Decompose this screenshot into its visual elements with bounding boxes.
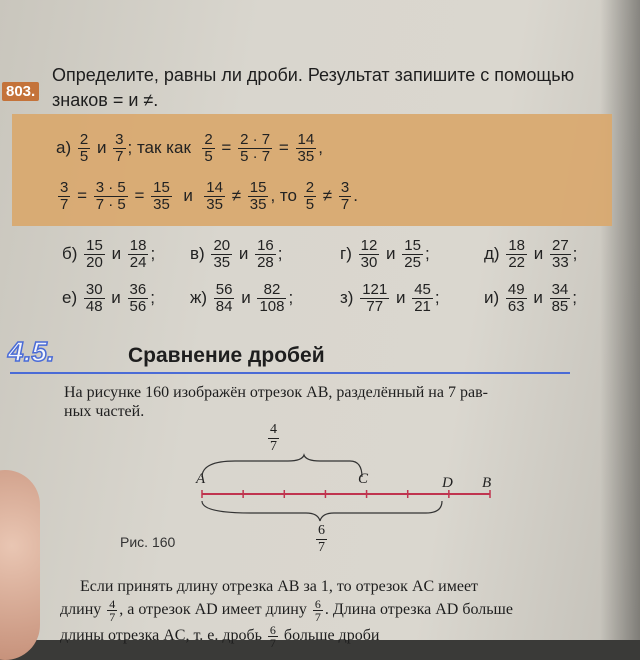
- exercise-item: з) $\frac{121}{77}$ и $\frac{45}{21}$ ;: [340, 281, 440, 315]
- fraction: $\frac{15}{35}$: [249, 179, 267, 213]
- exercise-item: и) $\frac{49}{63}$ и $\frac{34}{85}$ ;: [484, 281, 577, 315]
- task-number: 803.: [2, 82, 39, 101]
- point-b-label: B: [482, 475, 492, 491]
- figure-caption: Рис. 160: [120, 534, 176, 550]
- fraction: $\frac{82}{108}$: [259, 281, 285, 315]
- item-label: е): [62, 287, 78, 307]
- brace-ac: [202, 455, 362, 477]
- fraction: $\frac{18}{24}$: [129, 237, 147, 271]
- paragraph-2-line-3: длины отрезка AC, т. е. дробь $\frac{6}{7}$ больше дроби: [60, 623, 380, 650]
- fraction: $\frac{2 \cdot 7}{5 \cdot 7}$: [240, 131, 271, 165]
- paragraph-1-line-2: ных частей.: [64, 403, 145, 420]
- item-label: и): [484, 287, 500, 307]
- point-d-label: D: [442, 475, 453, 491]
- fraction: $\frac{49}{63}$: [507, 281, 525, 315]
- paragraph-2-line-2: длину $\frac{4}{7}$ , а отрезок AD имеет длину $\frac{6}{7}$ . Длина отрезка AD больше: [60, 597, 513, 624]
- exercise-item: д) $\frac{18}{22}$ и $\frac{27}{33}$ ;: [484, 237, 578, 271]
- fraction: $\frac{3}{7}$: [115, 131, 124, 165]
- fraction: $\frac{3 \cdot 5}{7 \cdot 5}$: [95, 179, 126, 213]
- task-line-1: Определите, равны ли дроби. Результат запишите с помощью: [52, 65, 575, 85]
- fraction: $\frac{34}{85}$: [551, 281, 569, 315]
- item-label: з): [340, 287, 354, 307]
- item-label: б): [62, 243, 78, 263]
- section-underline: [10, 372, 570, 374]
- fraction: $\frac{2}{5}$: [204, 131, 213, 165]
- fraction: $\frac{2}{5}$: [305, 179, 315, 213]
- figure-bottom-fraction: $\frac{6}{7}$: [318, 523, 325, 555]
- fraction: $\frac{45}{21}$: [414, 281, 431, 315]
- segment-figure: [190, 455, 510, 550]
- paragraph-2-line-1: Если принять длину отрезка AB за 1, то отрезок AC имеет: [80, 578, 479, 595]
- fraction: $\frac{15}{25}$: [404, 237, 421, 271]
- thumb-photo: [0, 470, 40, 660]
- item-label: ж): [190, 287, 208, 307]
- item-label: в): [190, 243, 205, 263]
- fraction: $\frac{3}{7}$: [60, 179, 69, 213]
- fraction: $\frac{3}{7}$: [340, 179, 350, 213]
- point-a-label: A: [196, 471, 206, 487]
- fraction: $\frac{15}{35}$: [153, 179, 170, 213]
- example-label: а): [56, 137, 72, 157]
- fraction: $\frac{16}{28}$: [257, 237, 274, 271]
- exercise-item: б) $\frac{15}{20}$ и $\frac{18}{24}$ ;: [62, 237, 156, 271]
- fraction: $\frac{30}{48}$: [85, 281, 103, 315]
- item-label: д): [484, 243, 500, 263]
- section-title: Сравнение дробей: [128, 344, 325, 367]
- exercise-item: г) $\frac{12}{30}$ и $\frac{15}{25}$ ;: [340, 237, 430, 271]
- fraction: $\frac{12}{30}$: [360, 237, 378, 271]
- fraction: $\frac{2}{5}$: [79, 131, 89, 165]
- figure-top-fraction: $\frac{4}{7}$: [270, 422, 277, 454]
- section-number: 4.5.: [8, 336, 55, 367]
- item-label: г): [340, 243, 352, 263]
- example-row-2: $\frac{3}{7}$ = $\frac{3 \cdot 5}{7 \cdot 5}$ = $\frac{15}{35}$ и $\frac{14}{35}$ ≠ $\frac{15}{35}$ , то $\frac{2}{5}$ ≠ $\frac{3}{7}$ .: [60, 179, 358, 213]
- task-line-2: знаков = и ≠.: [52, 90, 159, 110]
- point-c-label: C: [358, 471, 369, 487]
- fraction: $\frac{15}{20}$: [86, 237, 103, 271]
- fraction: $\frac{20}{35}$: [213, 237, 231, 271]
- exercise-item: е) $\frac{30}{48}$ и $\frac{36}{56}$ ;: [62, 281, 155, 315]
- brace-ad: [202, 501, 442, 521]
- fraction: $\frac{121}{77}$: [362, 281, 388, 315]
- fraction: $\frac{18}{22}$: [508, 237, 526, 271]
- example-row-1: а) $\frac{2}{5}$ и $\frac{3}{7}$ ; так как $\frac{2}{5}$ = $\frac{2 \cdot 7}{5 \cdot 7}$ = $\frac{14}{35}$ ,: [56, 131, 323, 165]
- exercise-item: ж) $\frac{56}{84}$ и $\frac{82}{108}$ ;: [190, 281, 294, 315]
- paragraph-1-line-1: На рисунке 160 изображён отрезок AB, разделённый на 7 рав-: [64, 384, 488, 401]
- exercise-item: в) $\frac{20}{35}$ и $\frac{16}{28}$ ;: [190, 237, 283, 271]
- page-spine-shadow: [600, 0, 640, 640]
- fraction: $\frac{14}{35}$: [206, 179, 223, 213]
- fraction: $\frac{14}{35}$: [297, 131, 315, 165]
- fraction: $\frac{27}{33}$: [551, 237, 569, 271]
- fraction: $\frac{36}{56}$: [129, 281, 147, 315]
- fraction: $\frac{56}{84}$: [215, 281, 233, 315]
